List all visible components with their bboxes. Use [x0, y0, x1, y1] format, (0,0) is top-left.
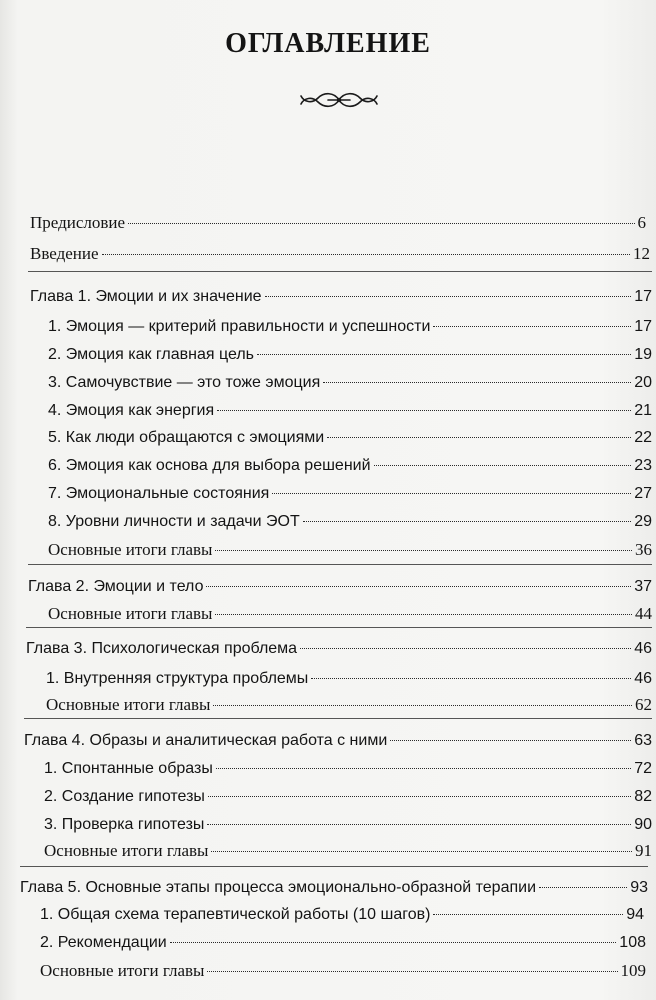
toc-label: 1. Эмоция — критерий правильности и успешности: [48, 318, 431, 335]
leader-dots: [539, 887, 627, 888]
toc-label: 7. Эмоциональные состояния: [48, 485, 270, 502]
toc-page-number: 44: [635, 604, 652, 623]
toc-entry-preface[interactable]: [30, 212, 646, 234]
leader-dots: [211, 851, 632, 852]
toc-page-number: 46: [634, 640, 652, 657]
toc-page-number: 108: [619, 934, 646, 951]
leader-dots: [102, 254, 630, 255]
leader-dots: [207, 971, 617, 972]
toc-page-number: 36: [635, 540, 652, 559]
toc-label: 3. Самочувствие — это тоже эмоция: [48, 374, 321, 391]
toc-page-number: 82: [634, 788, 652, 805]
leader-dots: [215, 550, 632, 551]
toc-page-number: 109: [620, 961, 646, 980]
chapter-divider: [20, 866, 648, 867]
toc-label: Глава 2. Эмоции и тело: [28, 578, 204, 595]
toc-page-number: 21: [634, 402, 652, 419]
toc-entry-section[interactable]: [48, 344, 652, 366]
leader-dots: [433, 914, 623, 915]
toc-page-number: 23: [634, 457, 652, 474]
leader-dots: [323, 382, 631, 383]
toc-label: Глава 1. Эмоции и их значение: [30, 288, 262, 305]
toc-entry-summary[interactable]: [48, 603, 652, 625]
toc-page-number: 6: [637, 213, 646, 232]
leader-dots: [216, 768, 631, 769]
toc-page-number: 12: [633, 244, 650, 263]
leader-dots: [390, 740, 631, 741]
toc-entry-section[interactable]: [48, 427, 652, 449]
toc-page-number: 27: [634, 485, 652, 502]
toc-entry-chapter-2[interactable]: [28, 576, 652, 598]
toc-page-number: 22: [634, 429, 652, 446]
toc-label: 2. Рекомендации: [40, 934, 167, 951]
flourish-ornament-icon: [298, 88, 380, 112]
toc-label: 5. Как люди обращаются с эмоциями: [48, 429, 325, 446]
toc-page-number: 20: [634, 374, 652, 391]
toc-page-number: 90: [634, 816, 652, 833]
toc-page-number: 17: [634, 318, 652, 335]
toc-label: Основные итоги главы: [40, 961, 205, 980]
toc-entry-summary[interactable]: [46, 694, 652, 716]
leader-dots: [215, 614, 632, 615]
toc-entry-chapter-4[interactable]: [24, 730, 652, 752]
leader-dots: [208, 796, 631, 797]
toc-entry-section[interactable]: [48, 372, 652, 394]
leader-dots: [433, 326, 631, 327]
toc-label: Предисловие: [30, 213, 126, 232]
toc-entry-section[interactable]: [44, 786, 652, 808]
toc-entry-section[interactable]: [44, 758, 652, 780]
toc-page-number: 91: [635, 841, 652, 860]
toc-entry-summary[interactable]: [40, 960, 646, 982]
leader-dots: [207, 824, 631, 825]
toc-label: Основные итоги главы: [48, 540, 213, 559]
toc-entry-chapter-5[interactable]: [20, 877, 648, 899]
toc-label: 4. Эмоция как энергия: [48, 402, 215, 419]
toc-label: 1. Спонтанные образы: [44, 760, 213, 777]
leader-dots: [300, 648, 631, 649]
chapter-divider: [28, 564, 652, 565]
toc-page-number: 46: [634, 670, 652, 687]
leader-dots: [303, 521, 631, 522]
toc-page-number: 17: [634, 288, 652, 305]
toc-entry-summary[interactable]: [44, 840, 652, 862]
chapter-divider: [26, 627, 652, 628]
page-title: ОГЛАВЛЕНИЕ: [225, 28, 431, 59]
toc-entry-section[interactable]: [44, 814, 652, 836]
toc-page-number: 62: [635, 695, 652, 714]
toc-label: 1. Внутренняя структура проблемы: [46, 670, 309, 687]
toc-entry-section[interactable]: [40, 904, 644, 926]
chapter-divider: [28, 271, 652, 272]
leader-dots: [206, 586, 631, 587]
toc-entry-section[interactable]: [48, 483, 652, 505]
toc-page-number: 37: [634, 578, 652, 595]
toc-entry-introduction[interactable]: [30, 243, 650, 265]
leader-dots: [272, 493, 631, 494]
leader-dots: [265, 296, 632, 297]
toc-entry-chapter-1[interactable]: [30, 286, 652, 308]
toc-label: 6. Эмоция как основа для выбора решений: [48, 457, 371, 474]
toc-page-number: 94: [626, 906, 644, 923]
leader-dots: [170, 942, 617, 943]
toc-page-number: 72: [634, 760, 652, 777]
toc-label: 2. Эмоция как главная цель: [48, 346, 254, 363]
leader-dots: [128, 223, 634, 224]
toc-entry-chapter-3[interactable]: [26, 638, 652, 660]
toc-label: Основные итоги главы: [48, 604, 213, 623]
leader-dots: [374, 465, 632, 466]
toc-label: Глава 4. Образы и аналитическая работа с ними: [24, 732, 388, 749]
toc-entry-section[interactable]: [46, 668, 652, 690]
toc-label: 8. Уровни личности и задачи ЭОТ: [48, 513, 300, 530]
toc-entry-section[interactable]: [48, 316, 652, 338]
toc-label: Глава 3. Психологическая проблема: [26, 640, 298, 657]
toc-page-number: 19: [634, 346, 652, 363]
toc-page-number: 63: [634, 732, 652, 749]
toc-label: Введение: [30, 244, 99, 263]
toc-label: Основные итоги главы: [46, 695, 211, 714]
toc-page-number: 93: [630, 879, 648, 896]
chapter-divider: [24, 718, 652, 719]
leader-dots: [213, 705, 632, 706]
toc-label: Глава 5. Основные этапы процесса эмоционально-образной терапии: [20, 879, 537, 896]
toc-page-number: 29: [634, 513, 652, 530]
toc-label: Основные итоги главы: [44, 841, 209, 860]
toc-entry-summary[interactable]: [48, 539, 652, 561]
leader-dots: [217, 410, 631, 411]
leader-dots: [311, 678, 631, 679]
toc-label: 1. Общая схема терапевтической работы (10 шагов): [40, 906, 431, 923]
toc-entry-section[interactable]: [40, 932, 646, 954]
toc-entry-section[interactable]: [48, 511, 652, 533]
toc-label: 2. Создание гипотезы: [44, 788, 205, 805]
toc-label: 3. Проверка гипотезы: [44, 816, 205, 833]
leader-dots: [257, 354, 631, 355]
toc-entry-section[interactable]: [48, 400, 652, 422]
leader-dots: [327, 437, 631, 438]
toc-entry-section[interactable]: [48, 455, 652, 477]
